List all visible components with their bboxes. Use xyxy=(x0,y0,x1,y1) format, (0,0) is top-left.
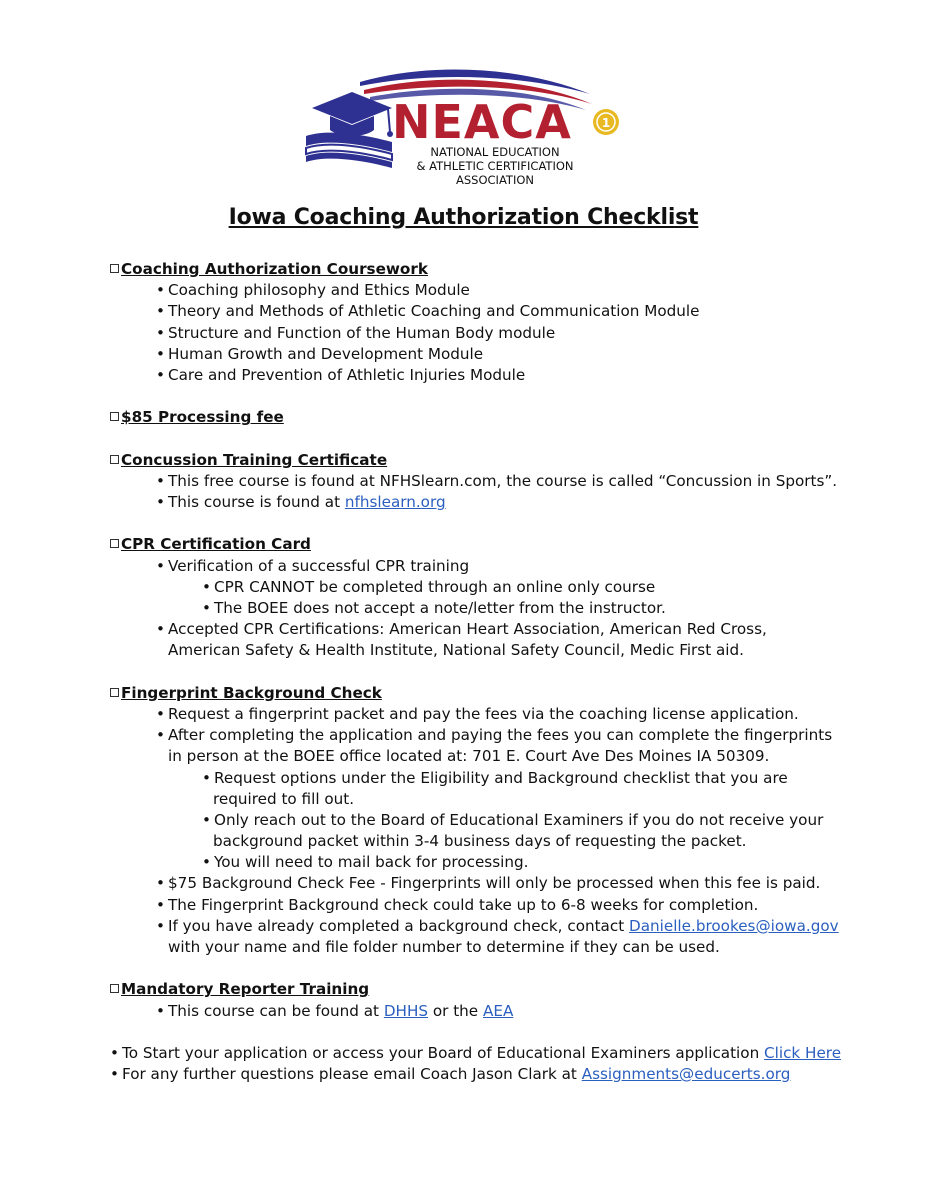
footer-line-contact xyxy=(110,1064,890,1085)
list-item xyxy=(110,704,890,725)
bullet: • xyxy=(156,726,165,745)
list-item-continuation xyxy=(110,789,890,810)
list-item xyxy=(110,556,890,577)
list-item-text: Only reach out to the Board of Educational Examiners if you do not receive your xyxy=(214,810,824,829)
bullet: • xyxy=(156,323,165,342)
nfhslearn-link[interactable]: nfhslearn.org xyxy=(344,493,446,512)
logo-graphic xyxy=(300,64,630,190)
list-item-text: Verification of a successful CPR training xyxy=(168,556,470,575)
click-here-link[interactable]: Click Here xyxy=(764,1043,842,1062)
list-item-continuation xyxy=(110,746,890,767)
list-item-continuation xyxy=(110,937,890,958)
bullet: • xyxy=(156,704,165,723)
sub-list-item xyxy=(110,577,890,598)
list-item-text: The Fingerprint Background check could take up to 6-8 weeks for completion. xyxy=(168,895,759,914)
checklist-item-cpr xyxy=(110,534,890,555)
sub-list-item xyxy=(110,810,890,831)
bullet: • xyxy=(156,344,165,363)
footer-line-application xyxy=(110,1043,890,1064)
bullet: • xyxy=(156,365,165,384)
bullet: • xyxy=(156,471,165,490)
footer-text: For any further questions please email Coach Jason Clark at xyxy=(122,1065,582,1084)
checkbox-fee[interactable] xyxy=(110,412,119,421)
list-item-text: Human Growth and Development Module xyxy=(168,344,484,363)
list-item-text: Structure and Function of the Human Body module xyxy=(168,323,556,342)
list-item-text: background packet within 3-4 business days of requesting the packet. xyxy=(213,832,747,851)
bullet: • xyxy=(156,302,165,321)
list-item xyxy=(110,471,890,492)
list-item xyxy=(110,323,890,344)
logo-org-line1: NATIONAL EDUCATION xyxy=(430,145,560,159)
list-item xyxy=(110,365,890,386)
danielle-email-link[interactable]: Danielle.brookes@iowa.gov xyxy=(629,916,839,935)
section-heading: Concussion Training Certificate xyxy=(121,450,388,469)
list-item xyxy=(110,916,890,937)
bullet: • xyxy=(110,1065,119,1084)
list-item-continuation xyxy=(110,831,890,852)
list-item-text: Care and Prevention of Athletic Injuries Module xyxy=(168,365,526,384)
list-item-text: in person at the BOEE office located at: 701 E. Court Ave Des Moines IA 50309. xyxy=(168,747,770,766)
aea-link[interactable]: AEA xyxy=(482,1001,514,1020)
list-item xyxy=(110,725,890,746)
bullet: • xyxy=(202,599,211,617)
bullet: • xyxy=(156,874,165,893)
list-item-text: with your name and file folder number to determine if they can be used. xyxy=(168,938,720,956)
list-item xyxy=(110,492,890,513)
section-heading: Mandatory Reporter Training xyxy=(121,980,370,999)
list-item-text: or the xyxy=(428,1001,483,1020)
list-item xyxy=(110,873,890,894)
list-item-text: Accepted CPR Certifications: American Heart Association, American Red Cross, xyxy=(168,620,767,639)
list-item-text: CPR CANNOT be completed through an online only course xyxy=(214,577,656,596)
bullet: • xyxy=(156,916,165,935)
list-item-continuation xyxy=(110,640,890,661)
list-item xyxy=(110,1001,890,1022)
bullet: • xyxy=(202,853,211,872)
section-heading: Fingerprint Background Check xyxy=(121,683,382,702)
checkbox-cpr[interactable] xyxy=(110,539,119,548)
logo-wordmark: NEACA xyxy=(392,95,572,149)
list-item-text: You will need to mail back for processing. xyxy=(214,853,529,872)
list-item xyxy=(110,619,890,640)
bullet: • xyxy=(156,895,165,914)
logo-org-line3: ASSOCIATION xyxy=(456,173,534,187)
assignments-email-link[interactable]: Assignments@educerts.org xyxy=(581,1065,791,1084)
section-heading: CPR Certification Card xyxy=(121,535,311,554)
section-heading: Coaching Authorization Coursework xyxy=(121,260,428,278)
checklist xyxy=(110,259,890,1085)
list-item xyxy=(110,895,890,916)
sub-list-item xyxy=(110,598,890,619)
list-item xyxy=(110,344,890,365)
logo-badge: 1 xyxy=(601,116,611,130)
list-item-text: Request options under the Eligibility and Background checklist that you are xyxy=(214,768,788,787)
dhhs-link[interactable]: DHHS xyxy=(383,1001,429,1020)
checkbox-fingerprint[interactable] xyxy=(110,688,119,697)
checkbox-coursework[interactable] xyxy=(110,264,119,273)
bullet: • xyxy=(156,620,165,639)
list-item-text: American Safety & Health Institute, National Safety Council, Medic First aid. xyxy=(168,641,744,660)
checkbox-concussion[interactable] xyxy=(110,455,119,464)
bullet: • xyxy=(156,281,165,300)
logo-org-line2: & ATHLETIC CERTIFICATION xyxy=(416,159,574,173)
footer-text: To Start your application or access your Board of Educational Examiners application xyxy=(122,1043,765,1062)
list-item-text: If you have already completed a background check, contact xyxy=(168,916,630,935)
section-heading: $85 Processing fee xyxy=(121,408,284,427)
bullet: • xyxy=(156,556,165,575)
list-item-text: $75 Background Check Fee - Fingerprints will only be processed when this fee is paid. xyxy=(168,874,821,893)
bullet: • xyxy=(156,493,165,512)
sub-list-item xyxy=(110,852,890,873)
list-item xyxy=(110,301,890,322)
list-item-text: After completing the application and paying the fees you can complete the fingerprints xyxy=(168,726,833,745)
bullet: • xyxy=(156,1001,165,1020)
checklist-item-concussion xyxy=(110,450,890,471)
bullet: • xyxy=(202,768,211,787)
list-item-text: This course is found at xyxy=(168,493,345,512)
list-item-text: This free course is found at NFHSlearn.com, the course is called “Concussion in Sports”. xyxy=(168,471,838,490)
list-item-text: Coaching philosophy and Ethics Module xyxy=(168,281,470,300)
neaca-logo xyxy=(300,64,630,190)
list-item-text: The BOEE does not accept a note/letter from the instructor. xyxy=(214,599,666,617)
bullet: • xyxy=(110,1043,119,1062)
bullet: • xyxy=(202,577,211,596)
checkbox-reporter[interactable] xyxy=(110,984,119,993)
checklist-item-coursework xyxy=(110,259,890,280)
list-item-text: required to fill out. xyxy=(213,789,355,808)
checklist-item-fingerprint xyxy=(110,683,890,704)
checklist-item-fee xyxy=(110,407,890,428)
list-item xyxy=(110,280,890,301)
sub-list-item xyxy=(110,768,890,789)
list-item-text: This course can be found at xyxy=(168,1001,384,1020)
list-item-text: Request a fingerprint packet and pay the fees via the coaching license application. xyxy=(168,704,799,723)
checklist-item-reporter xyxy=(110,979,890,1000)
list-item-text: Theory and Methods of Athletic Coaching and Communication Module xyxy=(168,302,700,321)
page-title: Iowa Coaching Authorization Checklist xyxy=(228,205,699,230)
bullet: • xyxy=(202,810,211,829)
